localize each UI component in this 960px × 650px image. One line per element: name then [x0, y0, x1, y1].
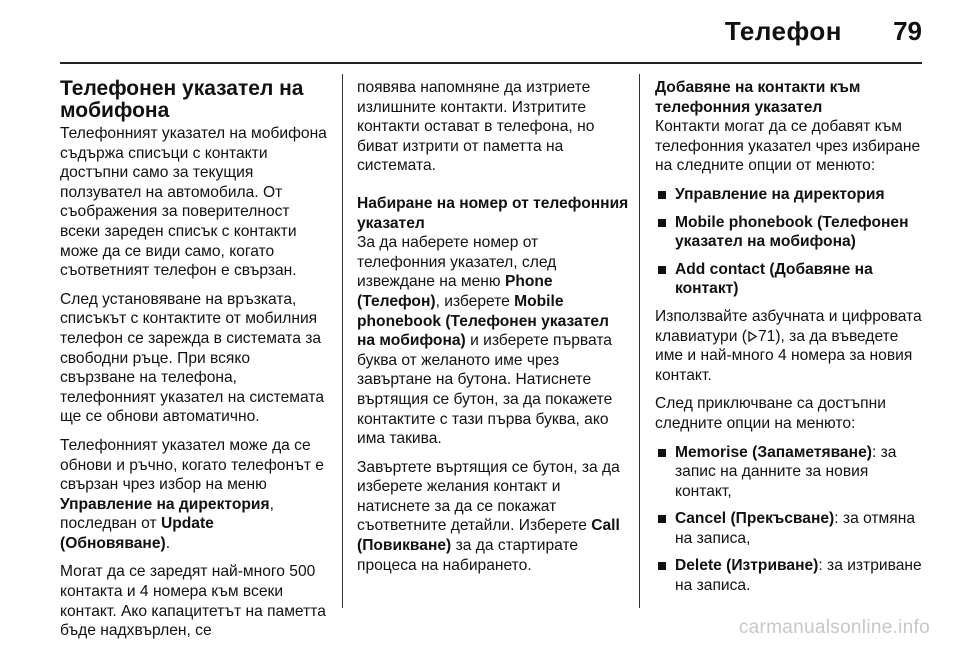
list-item [655, 443, 927, 502]
menu-options-list [655, 185, 927, 299]
section-heading-dialing: Набиране на номер от телефонния указател [357, 194, 629, 232]
menu-term: Mobile phonebook (Телефонен указател на мобифона) [675, 213, 909, 251]
menu-term: Управление на директория [675, 185, 885, 203]
menu-term: Call (Повикване) [357, 517, 620, 555]
section-heading-phonebook: Телефонен указател на мобифона [60, 77, 304, 122]
menu-term: Phone (Телефон) [357, 273, 553, 310]
list-item [655, 260, 927, 299]
column-divider-2 [639, 74, 640, 608]
text: за да стартирате процеса на набирането. [357, 537, 579, 574]
menu-term: Add contact (Добавяне на контакт) [675, 260, 873, 298]
header-divider [60, 62, 922, 64]
page-title: Телефон [724, 16, 842, 46]
bullet-icon [658, 562, 666, 570]
paragraph [60, 436, 328, 554]
text: : за запис на данните за новия контакт, [675, 443, 897, 500]
watermark: carmanualsonline.info [738, 617, 930, 638]
list-item [655, 185, 927, 205]
bullet-icon [658, 449, 666, 457]
text: . [165, 534, 171, 552]
menu-term: Cancel (Прекъсване) [675, 510, 835, 528]
paragraph: Контакти могат да се добавят към телефонния указател чрез избиране на следните опции от менюто: [655, 118, 921, 175]
text: Завъртете въртящия се бутон, за да изберете желания контакт и натиснете за да се покажат съответните детайли. Изберете [357, 458, 620, 535]
menu-term: Управление на директория [60, 495, 270, 513]
menu-term: Update (Обновяване) [60, 515, 214, 552]
menu-term: Delete (Изтриване) [675, 557, 819, 575]
paragraph [357, 233, 629, 449]
page-reference: 71 [757, 327, 776, 345]
bullet-icon [658, 191, 666, 199]
action-options-list [655, 443, 927, 596]
column-3 [655, 78, 927, 604]
bullet-icon [658, 266, 666, 274]
menu-term: Mobile phonebook (Телефонен указател на мобифона) [357, 292, 609, 350]
list-item [655, 509, 927, 548]
page-number: 79 [893, 16, 922, 46]
paragraph: Телефонният указател на мобифона съдържа списъци с контакти достъпни само за текущия ползувател на автомобила. От съображения за поверителност всеки зареден списък с контакти може да се види само, когато съответният телефон е свързан. [60, 125, 327, 280]
text: : за изтриване на записа. [675, 557, 922, 595]
page-header [0, 0, 960, 62]
paragraph: След установяване на връзката, списъкът с контактите от мобилния телефон се зарежда в системата за свободни ръце. При всяко свързване на телефона, телефонният указател на системата ще се обнови автоматично. [60, 290, 324, 426]
text: За да наберете номер от телефонния указател, след извеждане на меню [357, 234, 557, 291]
text: Телефонният указател може да се обнови и ръчно, когато телефонът е свързан чрез избор на меню [60, 436, 324, 494]
text: ), за да въведете име и най-много 4 номера за новия контакт. [655, 327, 913, 384]
paragraph: появява напомняне да изтриете излишните контакти. Изтритите контакти остават в телефона, но биват изтрити от паметта на системата. [357, 79, 595, 175]
text: , последван от [60, 495, 274, 533]
text: : за отмяна на записа, [675, 510, 915, 547]
paragraph: След приключване са достъпни следните опции на менюто: [655, 395, 886, 432]
text: и изберете първата буква от желаното име чрез завъртане на бутона. Натиснете въртящия се бутон, за да покажете контактите с тази първа буква, ако има такива. [357, 332, 613, 448]
text: , изберете [435, 292, 515, 310]
list-item [655, 556, 927, 595]
paragraph [357, 458, 629, 576]
column-divider-1 [342, 74, 343, 608]
page-reference-icon [747, 331, 758, 342]
section-heading-add-contacts: Добавяне на контакти към телефонния указател [655, 79, 861, 116]
column-2 [357, 78, 629, 584]
list-item [655, 213, 927, 252]
text: Използвайте азбучната и цифровата клавиатури ( [655, 307, 922, 345]
bullet-icon [658, 219, 666, 227]
bullet-icon [658, 515, 666, 523]
menu-term: Memorise (Запаметяване) [675, 443, 872, 461]
paragraph [655, 307, 927, 385]
column-1 [60, 78, 328, 650]
paragraph: Могат да се заредят най-много 500 контакта и 4 номера към всеки контакт. Ако капацитетът на паметта бъде надхвърлен, се [60, 563, 326, 640]
